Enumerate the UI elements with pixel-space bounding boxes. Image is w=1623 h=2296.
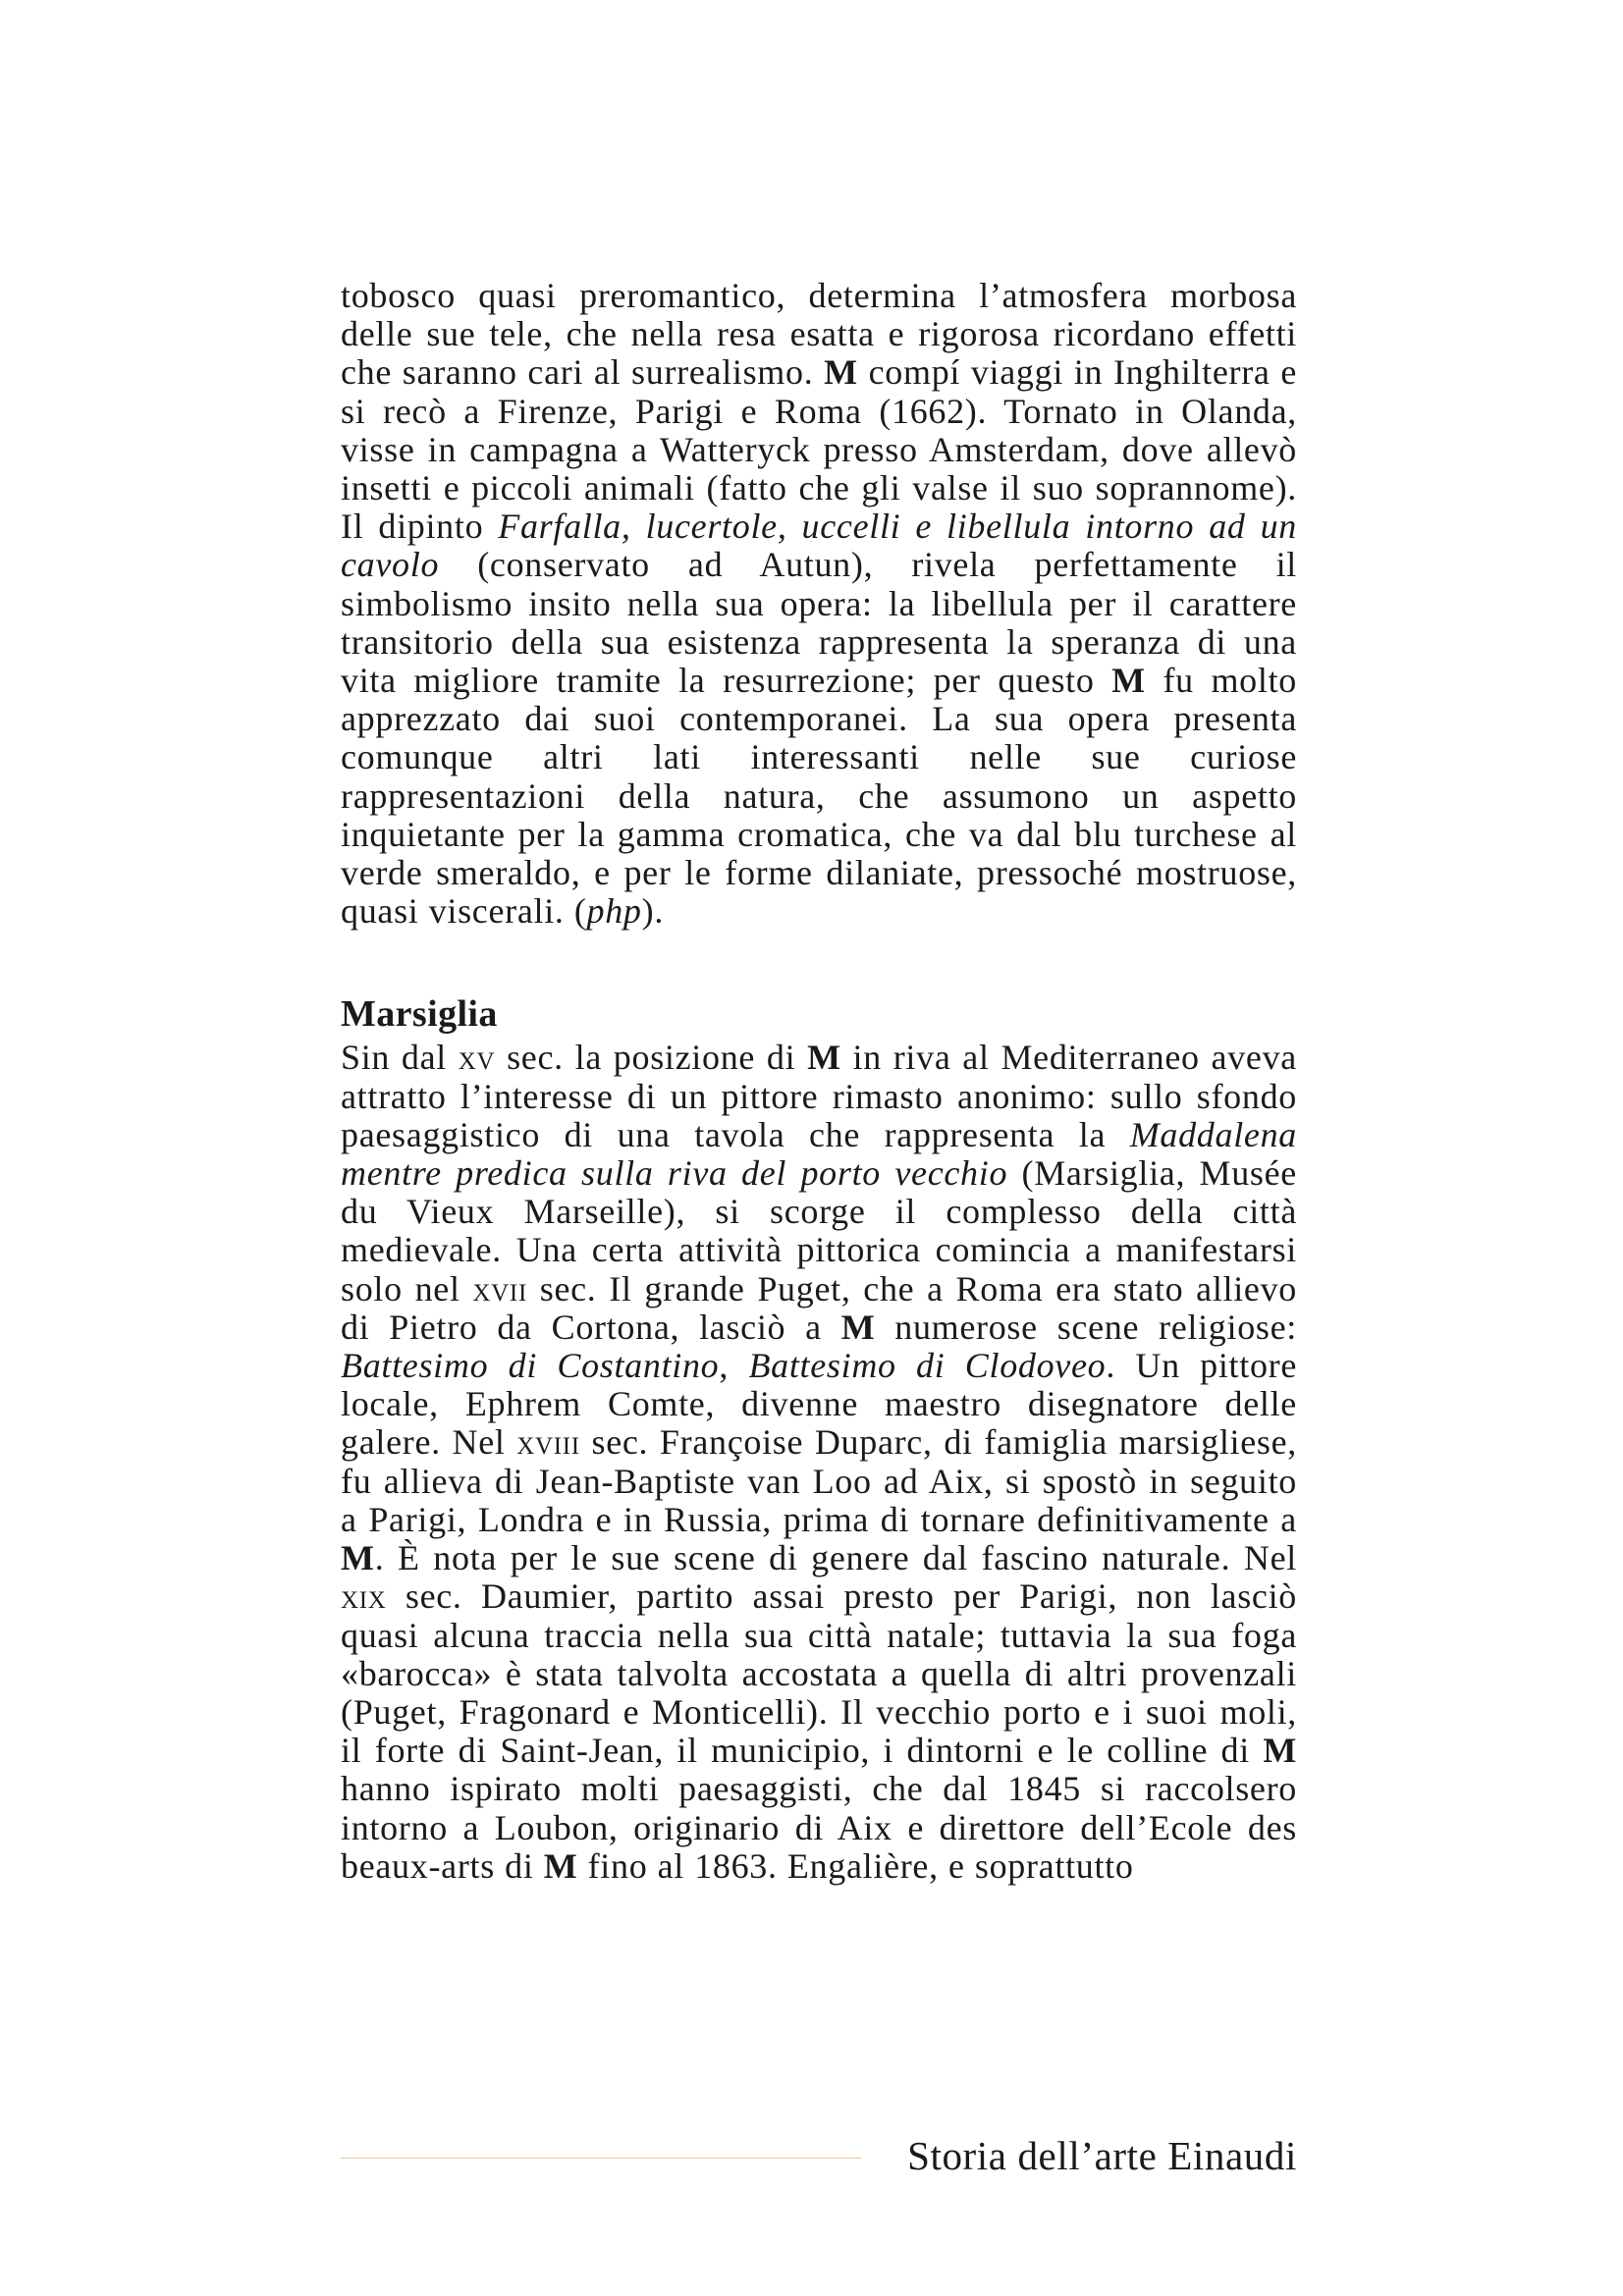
text-run: sec. Daumier, partito assai presto per Parigi, non lasciò quasi alcuna traccia nella sua città natale; tuttavia la sua foga «barocca» è stata talvolta accostata a quella di altri provenzali (Puget, Fragonard e Monticelli). Il vecchio porto e i suoi moli, il forte di Saint-Jean, il municipio, i dintorni e le colline di	[341, 1576, 1297, 1771]
entry-continuation-text	[341, 277, 1297, 931]
text-run: tobosco quasi preromantico, determina l’atmosfera morbosa delle sue tele, che nella resa esatta e rigorosa ricordano effetti che saranno cari al surrealismo.	[341, 276, 1297, 393]
artwork-title: Farfalla, lucertole, uccelli e libellula intorno ad un cavolo	[341, 507, 1297, 585]
text-column	[341, 277, 1297, 1886]
artwork-title: php	[586, 891, 642, 932]
entry-marsiglia-text	[341, 1039, 1297, 1885]
artwork-title: Battesimo di Costantino	[341, 1346, 720, 1386]
text-run: (conservato ad Autun), rivela perfettamente il simbolismo insito nella sua opera: la libellula per il carattere transitorio della sua esistenza rappresenta la speranza di una vita migliore tramite la resurrezione; per questo	[341, 545, 1297, 701]
text-run: ,	[719, 1346, 749, 1386]
page-footer	[341, 2132, 1297, 2181]
text-run: . Un pittore locale, Ephrem Comte, divenne maestro disegnatore delle galere. Nel	[341, 1346, 1298, 1463]
text-run: in riva al Mediterraneo aveva attratto l’interesse di un pittore rimasto anonimo: sullo sfondo paesaggistico di una tavola che rappresenta la	[341, 1038, 1297, 1154]
text-run: hanno ispirato molti paesaggisti, che dal 1845 si raccolsero intorno a Loubon, originario di Aix e direttore dell’Ecole des beaux-arts di	[341, 1769, 1297, 1886]
text-run: sec. la posizione di	[495, 1038, 808, 1078]
entry-abbreviation-m: M	[807, 1038, 841, 1078]
entry-abbreviation-m: M	[543, 1845, 578, 1886]
artwork-title: Maddalena mentre predica sulla riva del porto vecchio	[341, 1114, 1297, 1194]
text-run: sec. Il grande Puget, che a Roma era stato allievo di Pietro da Cortona, lasciò a	[341, 1268, 1298, 1347]
entry-abbreviation-m: M	[1263, 1731, 1297, 1771]
artwork-title: Battesimo di Clodoveo	[748, 1346, 1107, 1386]
entry-abbreviation-m: M	[824, 352, 858, 393]
text-run: (Marsiglia, Musée du Vieux Marseille), si scorge il complesso della città medievale. Una certa attività pittorica comincia a manifestarsi solo nel	[341, 1153, 1297, 1308]
text-run: fu molto apprezzato dai suoi contemporanei. La sua opera presenta comunque altri lati interessanti nelle sue curiose rappresentazioni della natura, che assumono un aspetto inquietante per la gamma cromatica, che va dal blu turchese al verde smeraldo, e per le forme dilaniate, pressoché mostruose, quasi viscerali. (	[341, 661, 1297, 932]
footer-rule	[341, 2158, 861, 2159]
century-numeral: xv	[458, 1038, 496, 1078]
footer-publication-title: Storia dell’arte Einaudi	[907, 2133, 1297, 2178]
text-run: numerose scene religiose:	[875, 1307, 1297, 1347]
century-numeral: xix	[341, 1576, 387, 1617]
text-run: sec. Françoise Duparc, di famiglia marsigliese, fu allieva di Jean-Baptiste van Loo ad Aix, si spostò in seguito a Parigi, Londra e in Russia, prima di tornare definitivamente a	[341, 1422, 1297, 1539]
text-run: . È nota per le sue scene di genere dal fascino naturale. Nel	[374, 1538, 1297, 1578]
text-run: ).	[641, 891, 665, 932]
entry-abbreviation-m: M	[840, 1307, 876, 1347]
century-numeral: xvii	[472, 1268, 527, 1308]
text-run: Sin dal	[341, 1038, 459, 1078]
text-run: compí viaggi in Inghilterra e si recò a Firenze, Parigi e Roma (1662). Tornato in Olanda, visse in campagna a Watteryck presso Amsterdam, dove allevò insetti e piccoli animali (fatto che gli valse il suo soprannome). Il dipinto	[341, 352, 1297, 547]
entry-title-marsiglia: Marsiglia	[341, 993, 498, 1036]
entry-abbreviation-m: M	[1111, 661, 1146, 701]
century-numeral: xviii	[516, 1422, 580, 1463]
entry-abbreviation-m: M	[341, 1538, 375, 1578]
text-run: fino al 1863. Engalière, e soprattutto	[577, 1845, 1134, 1886]
